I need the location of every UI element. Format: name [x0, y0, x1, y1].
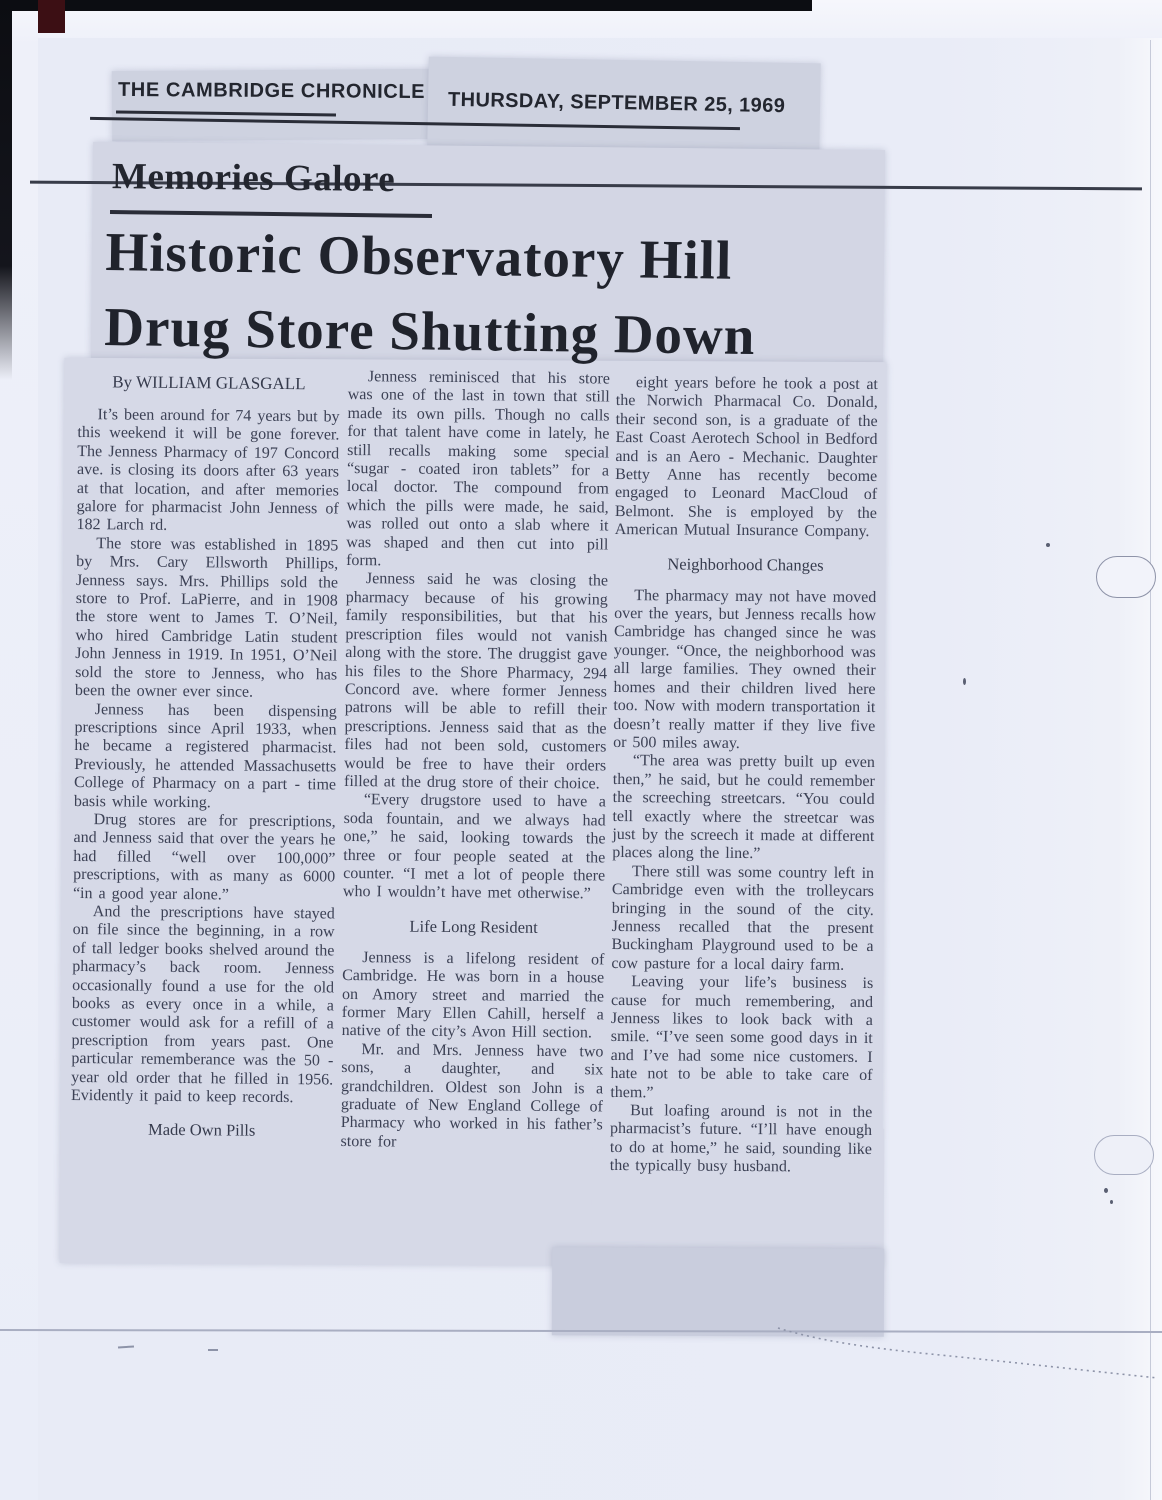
- article-paragraph: “Every drugstore used to have a soda fountain, and we always had one,” he said, looking towards the three or four people seated at the counter. “I met a lot of people there who I wouldn’t have met otherwise.”: [342, 791, 606, 903]
- article-paragraph: Jenness said he was closing the pharmacy because of his growing family responsibilities, but that his prescription files would not vanish along with the store. The druggist gave his files to the Shore Pharmacy, 294 Concord ave. where former Jenness patrons will be able to refill their prescriptions. Jenness said that as the files had not been sold, customers would be free to have their orders filled at the drug store of their choice.: [343, 570, 609, 793]
- hole-punch-outline: [1096, 556, 1156, 598]
- scan-corner-mark: [38, 0, 65, 33]
- article-paragraph: And the prescriptions have stayed on file since the beginning, in a row of tall ledger books shelved around the pharmacy’s back room. Jenness occasionally found a use for the old books as every once in a while, a customer would ask for a refill of a prescription from years past. One particular rememberance was the 50 - year old order that he filled in 1956. Evidently it paid to keep records.: [70, 903, 335, 1107]
- scan-edge-top: [0, 0, 812, 11]
- section-subhead: Life Long Resident: [409, 916, 538, 937]
- article-paragraph: Jenness reminisced that his store was one of the last in town that still made its own pills. Though no calls for that talent have come in lately, he still recalls making some special “sugar - coated iron tablets” for a local doctor. The compound from which the pills were made, he said, was rolled out onto a slab where it was shaped and then cut into pill form.: [346, 368, 610, 570]
- section-subhead: Made Own Pills: [148, 1120, 256, 1141]
- headline: [104, 214, 896, 375]
- article-paragraph: Drug stores are for prescriptions, and Jenness said that over the years he had filled “well over 100,000” prescriptions, with as many as 6000 “in a good year alone.”: [72, 811, 336, 904]
- section-subhead: Neighborhood Changes: [667, 554, 824, 575]
- article-paragraph: There still was some country left in Cambridge even with the trolleycars bringing in the sound of the city. Jenness recalled that the present Buckingham Playground used to be a cow pasture for a local dairy farm.: [611, 862, 875, 974]
- ink-speck: [1046, 543, 1050, 547]
- article-paragraph: Mr. and Mrs. Jenness have two sons, a daughter, and six grandchildren. Oldest son John is a graduate of New England College of Pharmacy who worked in his father’s store for: [340, 1040, 604, 1151]
- pencil-dash: [208, 1349, 218, 1351]
- article-paragraph: Leaving your life’s business is cause for much remembering, and Jenness likes to look back with a smile. “I’ve seen some good days in it and I’ve had some nice customers. I hate not to be able to take care of them.”: [610, 973, 874, 1101]
- ink-speck: [963, 678, 966, 685]
- byline: By WILLIAM GLASGALL: [112, 372, 306, 394]
- article-paragraph: It’s been around for 74 years but by this weekend it will be gone forever. The Jenness Pharmacy of 197 Concord ave. is closing its doors after 63 years at that location, and after memories galore for pharmacist John Jenness of 182 Larch rd.: [76, 406, 340, 535]
- ink-speck: [1104, 1188, 1108, 1193]
- article-paragraph: Jenness has been dispensing prescriptions since April 1933, when he became a registered pharmacist. Previously, he attended Massachusetts College of Pharmacy on a part - time basis while working.: [73, 700, 337, 811]
- newspaper-name: THE CAMBRIDGE CHRONICLE: [117, 78, 426, 104]
- article-column-3: [610, 374, 878, 1178]
- article-paragraph: Jenness is a lifelong resident of Cambridge. He was born in a house on Amory street and married the former Mary Ellen Cahill, herself a native of the city’s Avon Hill section.: [341, 948, 605, 1042]
- page-fold-line: [1150, 40, 1151, 1500]
- kicker: Memories Galore: [111, 156, 396, 201]
- article-paragraph: The pharmacy may not have moved over the years, but Jenness recalls how Cambridge has changed since he was younger. “Once, the neighborhood was all large families. They owned their homes and their children lived here too. Now with modern transportation it doesn’t really matter if they live five or 500 miles away.: [613, 586, 877, 752]
- headline-line-1: Historic Observatory Hill: [105, 220, 733, 291]
- ink-speck: [1110, 1200, 1113, 1204]
- article-column-2: [340, 368, 610, 1154]
- issue-date: THURSDAY, SEPTEMBER 25, 1969: [447, 88, 786, 118]
- scan-edge-left: [0, 0, 12, 380]
- article-paragraph: But loafing around is not in the pharmacist’s future. “I’ll have enough to do at home,” he said, sounding like the typically busy husband.: [609, 1102, 873, 1176]
- article-paragraph: The store was established in 1895 by Mrs. Cary Ellsworth Phillips, Jenness says. Mrs. Phillips sold the store to Prof. LaPierre, and in 1908 the store went to James T. O’Neil, who hired Cambridge Latin student John Jenness in 1919. In 1951, O’Neil sold the store to Jenness, who has been the owner ever since.: [74, 535, 339, 701]
- article-column-1: [71, 372, 340, 1155]
- article-paragraph: eight years before he took a post at the Norwich Pharmacal Co. Donald, their second son, is a graduate of the East Coast Aerotech School in Bedford and is an Aero - Mechanic. Daughter Betty Anne has recently become engaged to Leonard MacCloud of Belmont. She is employed by the American Mutual Insurance Company.: [614, 374, 878, 541]
- article-paragraph: “The area was pretty built up even then,” he said, but he could remember the screeching streetcars. “You could tell exactly where the streetcar was just by the screech it made at different places along the line.”: [612, 752, 876, 863]
- headline-line-2: Drug Store Shutting Down: [104, 295, 756, 367]
- hole-punch-outline: [1094, 1135, 1154, 1175]
- scratch-mark: [770, 1322, 1162, 1392]
